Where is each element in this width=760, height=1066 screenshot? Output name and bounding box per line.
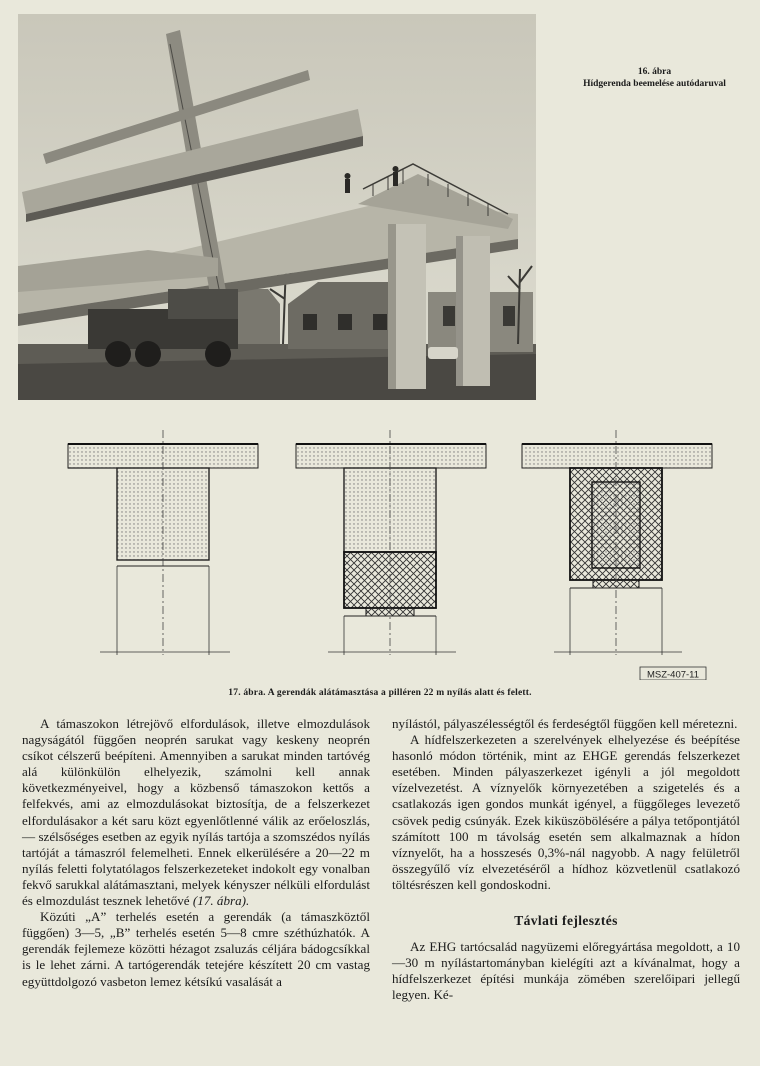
section-2 (296, 430, 486, 655)
right-column (392, 716, 740, 1004)
crane-photo-illustration (18, 14, 536, 400)
crane-photo (18, 14, 536, 400)
right-paragraph-2: Az EHG tartócsalád nagyüzemi előregyártása megoldott, a 10—30 m nyílástartományban kielégíti azt a kívánalmat, hogy a hídfelszerkezet építési munkája zömében szerelőipari jellegű legyen. Ké- (392, 939, 740, 1003)
left-paragraph-1 (22, 716, 370, 909)
right-paragraph-0: nyílástól, pályaszélességtől és ferdeségtől függően kell méretezni. (392, 716, 738, 731)
right-paragraph-1: A hídfelszerkezeten a szerelvények elhelyezése és beépítése hasonló módon történik, mint az EHGE gerendás felszerkezet esetében. Minden pályaszerkezet igényli a jól megoldott vízelvezetést. A víznyelők környezetében a szigetelés és a csatlakozás igen gondos munkát igényel, a függőleges levezető csövek pedig csúnyák. Ezek kiküszöbölésére a pálya tetőpontjától számított 100 m távolság esetén sem alkalmaznak a hídon víznyelőt, ha a hosszesés 0,3%-nál nagyobb. A nagy felületről összegyűlő víz elvezetéséről a hídhoz közvetlenül csatlakozó töltésrészen kell gondoskodni. (392, 732, 740, 892)
left-paragraph-2: Közúti „A” terhelés esetén a gerendák (a támaszköztől függően) 3—5, „B” terhelés esetén 5—8 cmre széthúzhatók. A gerendák fejlemeze közötti hézagot zsaluzás céljára bádogcsíkkal is le lehet zárni. A tartógerendák tetejére készített 20 cm vastag együttdolgozó vasbeton lemez kétsíkú vasalását a (22, 909, 370, 989)
section-3 (522, 430, 712, 655)
section-heading: Távlati fejlesztés (514, 913, 618, 929)
left-paragraph-1-text: A támaszokon létrejövő elfordulások, illetve elmozdulások nagyságától függően neoprén sarukat vagy keskeny neoprén csíkot célszerű beépíteni. Amennyiben a sarukat minden tartóvég alá különkülön elhelyezik, számolni kell annak következményeivel, hogy a közbenső támaszokon kettős a felfekvés, ami az elmozdulásokat biztosítja, de a felszerkezet elfordulásakor a két saru közt egyenlőtlenné válik az erőeloszlás, — szélsőséges esetben az egyik nyílás tartója a szomszédos nyílás tartóját a támaszról felemelheti. Ennek elkerülésére a 20—22 m nyílás feletti folytatólagos felszerkezeteket indokolt egy vonalban fekvő sarukkal alátámasztani, melyek kényszer nélküli elfordulást és elmozdulást tesznek lehetővé (22, 716, 370, 909)
figure17-stamp: MSZ-407-11 (646, 669, 700, 680)
left-column (22, 716, 370, 990)
figure-reference: (17. ábra). (192, 893, 250, 909)
figure16-caption (552, 66, 757, 90)
figure17-drawing (60, 430, 720, 680)
figure16-number: 16. ábra (637, 67, 672, 77)
beam-support-sections (60, 430, 720, 680)
figure17-caption: 17. ábra. A gerendák alátámasztása a pilléren 22 m nyílás alatt és felett. (228, 688, 532, 698)
section-1 (68, 430, 258, 655)
figure16-title: Hídgerenda beemelése autódaruval (583, 79, 726, 89)
